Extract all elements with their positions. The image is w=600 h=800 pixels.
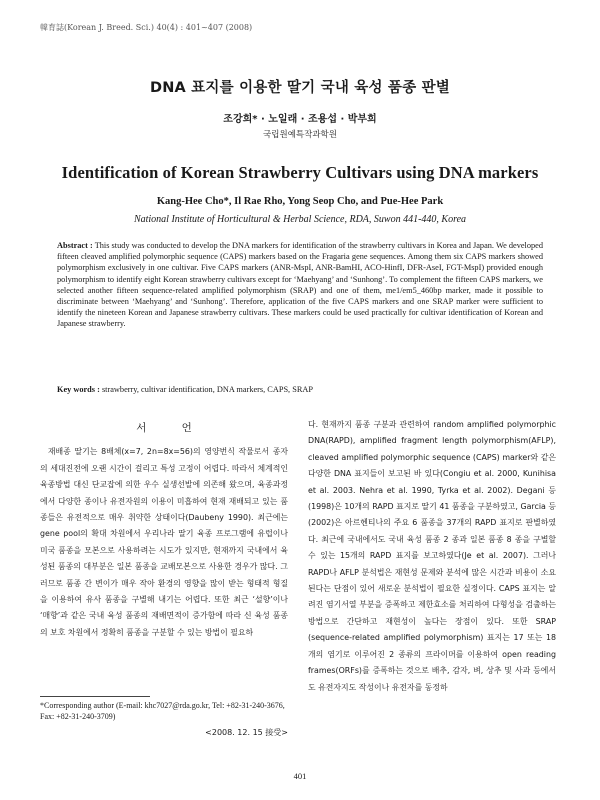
affiliation-english: National Institute of Horticultural & Herbal Science, RDA, Suwon 441-440, Korea: [133, 214, 467, 225]
affiliation-korean: 국립원예특작과학원: [263, 130, 337, 140]
right-column-paragraph: 다. 현재까지 품종 구분과 관련하여 random amplified polymorphic DNA(RAPD), amplified fragment length polymorphism(AFLP), cleaved amplified polymorphic sequence (CAPS) marker와 같은 다양한 DNA 표지들이 보고된 바 있다(Congiu et al. 2000, Kunihisa et al. 2003. Nehra et al. 1990, Tyrka et al. 2002). Degani 등(1998)은 10개의 RAPD 표지로 딸기 41 품종을 구분하였고, Garcia 등(2002)은 아르헨티나의 주요 6 품종을 37개의 RAPD 표지로 판별하였다. 최근에 국내에서도 국내 육성 품종 2 종과 일본 품종 8 종을 구별할 수 있는 15개의 RAPD 표지를 보고하였다(Je et al. 2007). 그러나 RAPD나 AFLP 분석법은 재현성 문제와 분석에 많은 시간과 비용이 소요된다는 단점이 있어 새로운 분석법이 필요한 실정이다. CAPS 표지는 알려진 염기서열 부분을 증폭하고 제한효소를 처리하여 다형성을 검출하는 방법으로 간단하고 재현성이 높다는 장점이 있다. 또한 SRAP (sequence-related amplified polymorphism) 표지는 17 또는 18개의 염기로 이루어진 2 종류의 프라이머를 이용하여 open reading frames(ORFs)를 증폭하는 것으로 배추, 감자, 벼, 상추 및 사과 등에서도 유전자지도 작성이나 유전자를 동정하: [308, 420, 556, 692]
abstract-text: This study was conducted to develop the DNA markers for identification of the strawberry cultivars in Korea and Japan. We developed fifteen cleaved amplified polymorphic sequence (CAPS) markers based on the Fragaria gene sequences. Among them six CAPS markers showed polymorphism exclusively in one cultivar. Five CAPS markers (ANR-MspI, ANR-BamHI, ACO-HinfI, DFR-AseI, FGT-MspI) provided enough polymorphism to identify eight Korean strawberry cultivars except for ‘Maehyang’ and ‘Sunhong’. To complement the fifteen CAPS markers, we selected another fifteen sequence-related amplified polymorphism (SRAP) and one of them, me1/em5_460bp marker, made it possible to discriminate between ‘Maehyang’ and ‘Sunhong’. Therefore, application of the five CAPS markers and one SRAP marker were sufficient to identify the nineteen Korean and Japanese strawberry cultivars. These markers could be used practically for cultivar identification of Korean and Japanese strawberry.: [57, 241, 543, 329]
keywords: [57, 385, 543, 394]
section-heading-introduction: 서 언: [136, 422, 208, 434]
running-head: 韓育誌(Korean J. Breed. Sci.) 40(4) : 401~407 (2008): [40, 23, 253, 32]
page-number: 401: [293, 771, 307, 781]
right-column: [308, 417, 556, 696]
keywords-text: strawberry, cultivar identification, DNA markers, CAPS, SRAP: [101, 385, 313, 394]
corresponding-author-footnote: *Corresponding author (E-mail: khc7027@rda.go.kr, Tel: +82-31-240-3676, Fax: +82-31-240-3709): [40, 701, 285, 721]
left-column: [40, 420, 288, 641]
abstract: [57, 240, 543, 330]
keywords-label: Key words :: [57, 385, 100, 394]
authors-korean: 조강희* · 노일래 · 조용섭 · 박부희: [223, 114, 377, 125]
left-column-paragraph: 재배종 딸기는 8배체(x=7, 2n=8x=56)의 영양번식 작물로서 종자의 세대진전에 오랜 시간이 걸리고 특성 고정이 어렵다. 따라서 체계적인 육종방법 대신 단교잡에 의한 우수 실생선발에 의존해 왔으며, 육종과정에서 다양한 종이나 유전자원의 이용이 미흡하여 현재 재배되고 있는 품종들은 유전적으로 매우 취약한 상태이다(Daubeny 1990). 최근에는 gene pool의 확대 차원에서 우리나라 딸기 육종 프로그램에 유럽이나 미국 품종을 모본으로 사용하려는 시도가 있지만, 현재까지 국내에서 육성된 품종의 대부분은 일본 품종을 교배모본으로 사용한 경우가 많다. 그러므로 품종 간 변이가 매우 작아 환경의 영향을 많이 받는 형태적 형질을 이용하여 유사 품종을 구별해 내기는 어렵다. 또한 최근 ‘설향’이나 ‘매향’과 같은 국내 육성 품종의 재배면적이 증가함에 따라 신 육성 품종의 보호 차원에서 정확히 품종을 구분할 수 있는 방법이 필요하: [40, 447, 288, 637]
abstract-label: Abstract :: [57, 241, 93, 250]
footnote-divider: [40, 696, 150, 697]
authors-english: Kang-Hee Cho*, Il Rae Rho, Yong Seop Cho, and Pue-Hee Park: [156, 196, 444, 207]
received-date: <2008. 12. 15 接受>: [205, 728, 288, 737]
title-english: Identification of Korean Strawberry Cultivars using DNA markers: [61, 163, 539, 182]
title-korean: DNA 표지를 이용한 딸기 국내 육성 품종 판별: [149, 80, 451, 96]
